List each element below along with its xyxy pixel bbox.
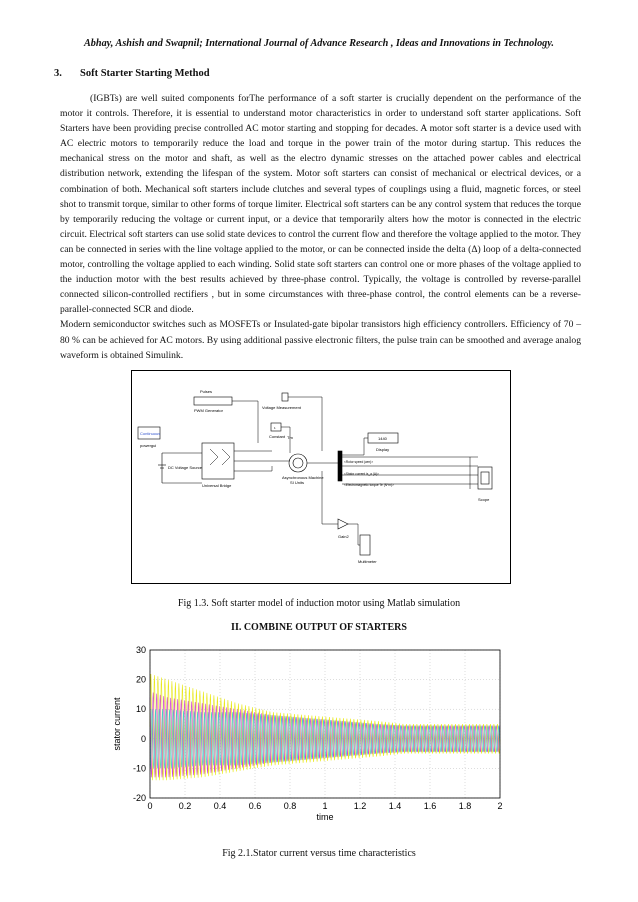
constant-label: Constant	[269, 434, 286, 439]
section-heading: II. COMBINE OUTPUT OF STARTERS	[231, 622, 407, 633]
display-value: 1440	[378, 436, 387, 441]
x-tick-label: 1.2	[353, 801, 367, 811]
powergui-label: powergui	[140, 443, 157, 448]
paragraph: (IGBTs) are well suited components forThe performance of a soft starter is crucially dependent on the performance of the motor it controls. Therefore, it is essential to understand motor characteristics in order to understand soft starter applications. Soft Starters have been providing precise controlled AC motor starting and stopping for decades. A motor soft starter is a device used with AC electric motors to temporarily reduce the load and torque in the power train of the motor during startup. This reduces the mechanical stress on the motor and shaft, as well as the electro dynamic stresses on the attached power cables and electrical distribution network, extending the lifespan of the system. Motor soft starters can consist of mechanical or electrical devices, or a combination of both. Mechanical soft starters include clutches and several types of couplings using a fluid, magnetic forces, or steel shot to transmit torque, similar to other forms of torque limiter. Electrical soft starters can be any control system that reduces the torque by temporarily reducing the voltage or current input, or a device that temporarily alters how the motor is connected in the electric circuit. Electrical soft starters can use solid state devices to control the current flow and therefore the voltage applied to the motor. They can be connected in series with the line voltage applied to the motor, or can be connected inside the delta (Δ) loop of a delta-connected motor, controlling the voltage applied to each winding. Solid state soft starters can control one or more phases of the voltage applied to the induction motor with the best results achieved by three-phase control. Typically, the voltage is controlled by reverse-parallel connected silicon-controlled rectifiers , but in some circumstances with three-phase control, the control elements can be a reverse-parallel-connected SCR and diode.	[60, 93, 581, 316]
y-tick-label: 30	[135, 645, 146, 655]
gain-block	[338, 519, 349, 539]
pulses-block	[194, 389, 232, 413]
x-tick-label: 0.2	[178, 801, 192, 811]
voltage-measurement-label: Voltage Measurement	[262, 405, 301, 410]
bus-selector-block	[338, 451, 394, 487]
figure-caption: Fig 2.1.Stator current versus time characteristics	[222, 848, 416, 859]
continuous-block	[138, 427, 160, 448]
x-tick-label: 1.4	[388, 801, 402, 811]
scope-block	[478, 467, 492, 502]
x-tick-label: 1.6	[423, 801, 437, 811]
display-label: Display	[376, 447, 390, 452]
stator-current-signal: <Stator current is_a (A)>	[344, 472, 379, 476]
simulink-diagram	[131, 370, 511, 584]
x-axis-label: time	[316, 812, 334, 822]
display-block	[368, 433, 398, 452]
x-tick-label: 1	[322, 801, 328, 811]
machine-label: Asynchronous Machine	[282, 475, 324, 480]
dc-source-label: DC Voltage Source	[168, 465, 203, 470]
constant-block	[269, 423, 286, 439]
x-tick-label: 0.6	[248, 801, 262, 811]
pwm-label: PWM Generator	[194, 408, 223, 413]
dc-source-block	[158, 453, 203, 483]
section-heading	[54, 68, 210, 79]
running-header: Abhay, Ashish and Swapnil; International Journal of Advance Research , Ideas and Innovations in Technology.	[84, 38, 554, 49]
y-tick-label: -20	[132, 793, 146, 803]
x-tick-label: 0.4	[213, 801, 227, 811]
continuous-label: Continuous	[140, 431, 161, 436]
paragraph: Modern semiconductor switches such as MOSFETs or Insulated-gate bipolar transistors high efficiency controllers. Efficiency of 70 – 80 % can be achieved for AC motors. By using additional passive electronic filters, the pulse train can be smoothed and average analog waveform is obtained Simulink.	[60, 319, 581, 361]
x-tick-label: 0	[147, 801, 153, 811]
x-tick-label: 2	[497, 801, 503, 811]
y-tick-label: -10	[132, 763, 146, 774]
universal-bridge-block	[202, 443, 234, 488]
section-title: Soft Starter Starting Method	[80, 68, 210, 79]
body-text	[60, 91, 581, 363]
voltage-measurement-block	[262, 393, 302, 410]
multimeter-label: Multimeter	[358, 559, 377, 564]
multimeter-block	[358, 535, 377, 564]
torque-signal: <Electromagnetic torque Te (N*m)>	[344, 483, 394, 487]
x-tick-label: 0.8	[283, 801, 297, 811]
gain-label: Gain2	[338, 534, 349, 539]
asynchronous-machine-block	[282, 435, 324, 485]
y-tick-label: 10	[135, 704, 146, 715]
machine-units-label: SI Units	[290, 480, 305, 485]
stator-current-chart	[110, 642, 516, 822]
y-tick-label: 20	[135, 674, 146, 685]
x-tick-label: 1.8	[458, 801, 472, 811]
svg-text:1: 1	[274, 426, 276, 430]
tm-label: Tm	[287, 435, 293, 440]
figure-caption: Fig 1.3. Soft starter model of induction motor using Matlab simulation	[177, 598, 461, 609]
pulses-label: Pulses	[200, 389, 213, 394]
y-tick-label: 0	[140, 733, 146, 744]
scope-label: Scope	[478, 497, 490, 502]
rotor-speed-signal: <Rotor speed (wm)>	[344, 460, 374, 464]
section-number: 3.	[54, 68, 62, 79]
y-axis-label: stator current	[112, 697, 122, 751]
bridge-label: Universal Bridge	[202, 483, 232, 488]
